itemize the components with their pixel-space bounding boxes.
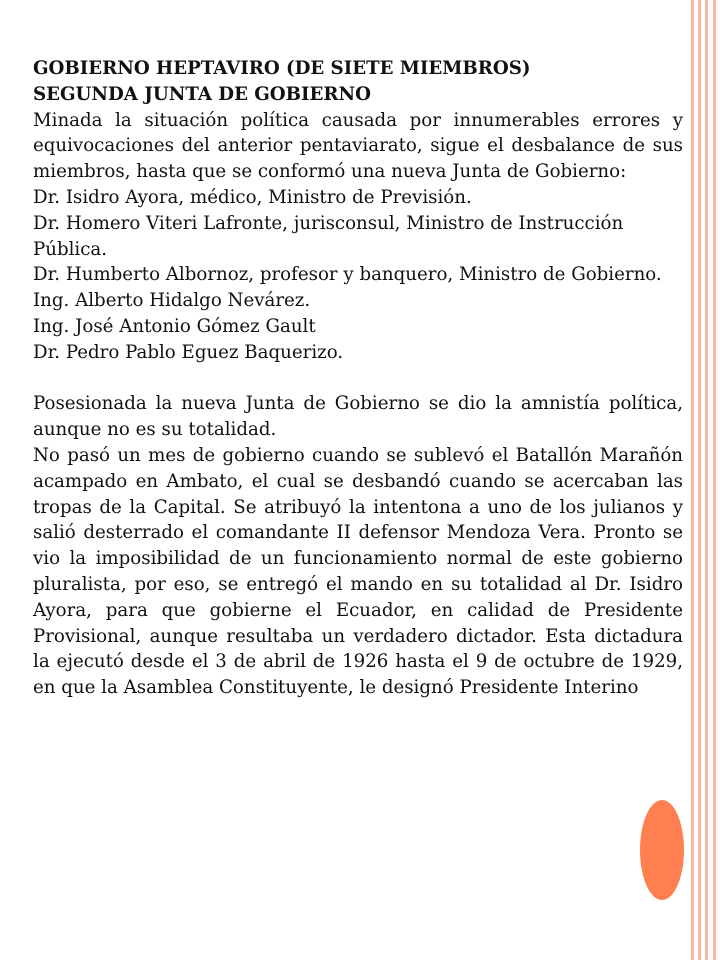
member-item: Ing. Alberto Hidalgo Nevárez. <box>33 290 311 312</box>
border-stripe <box>698 0 701 960</box>
member-item: Dr. Humberto Albornoz, profesor y banquero, Ministro de Gobierno. <box>33 264 662 286</box>
border-stripe <box>691 0 694 960</box>
member-item: Dr. Homero Viteri Lafronte, jurisconsul, Ministro de Instrucción Pública. <box>33 212 624 260</box>
slide-title-line1: GOBIERNO HEPTAVIRO (DE SIETE MIEMBROS) <box>33 58 531 79</box>
border-stripe <box>705 0 708 960</box>
member-item: Dr. Isidro Ayora, médico, Ministro de Previsión. <box>33 186 472 208</box>
intro-paragraph: Minada la situación política causada por innumerables errores y equivocaciones del anterior pentaviarato, sigue el desbalance de sus miembros, hasta que se conformó una nueva Junta de Gobierno: <box>33 109 683 183</box>
right-border-decoration <box>688 0 720 960</box>
slide-title-line2: SEGUNDA JUNTA DE GOBIERNO <box>33 83 371 105</box>
amnesty-paragraph: Posesionada la nueva Junta de Gobierno se dio la amnistía política, aunque no es su totalidad. <box>33 393 683 441</box>
paragraph-spacer <box>33 366 683 392</box>
slide-content <box>33 56 683 701</box>
member-item: Ing. José Antonio Gómez Gault <box>33 315 316 337</box>
member-item: Dr. Pedro Pablo Eguez Baquerizo. <box>33 341 344 363</box>
dictatorship-paragraph: No pasó un mes de gobierno cuando se sublevó el Batallón Marañón acampado en Ambato, el cual se desbandó cuando se acercaban las tropas de la Capital. Se atribuyó la intentona a uno de los julianos y salió desterrado el comandante II defensor Mendoza Vera. Pronto se vio la imposibilidad de un funcionamiento normal de este gobierno pluralista, por eso, se entregó el mando en su totalidad al Dr. Isidro Ayora, para que gobierne el Ecuador, en calidad de Presidente Provisional, aunque resultaba un verdadero dictador. Esta dictadura la ejecutó desde el 3 de abril de 1926 hasta el 9 de octubre de 1929, en que la Asamblea Constituyente, le designó Presidente Interino <box>33 444 683 699</box>
border-stripe <box>713 0 716 960</box>
accent-oval-shape <box>640 800 684 900</box>
